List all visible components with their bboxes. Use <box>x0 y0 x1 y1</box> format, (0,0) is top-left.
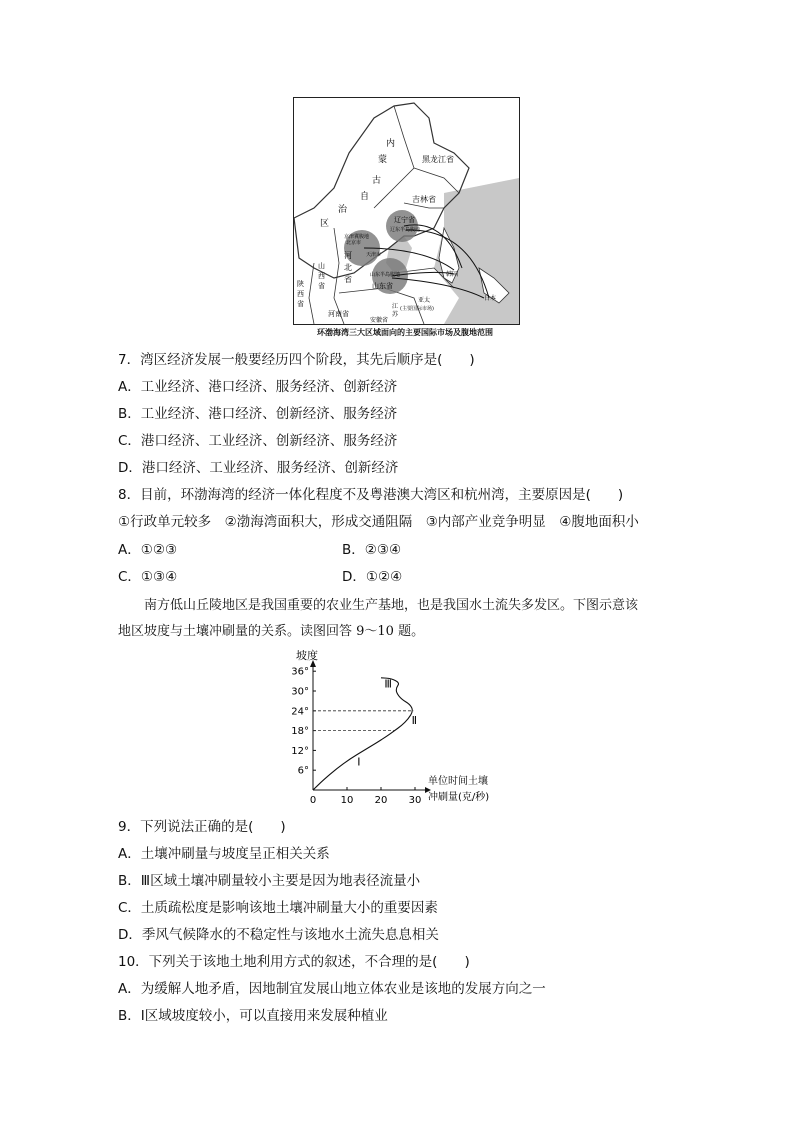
map-svg <box>294 98 519 324</box>
q7-stem: 7．湾区经济发展一般要经历四个阶段，其先后顺序是( ) <box>118 352 475 368</box>
q7-option-d[interactable]: D．港口经济、工业经济、服务经济、创新经济 <box>118 460 399 476</box>
region-label: Ⅱ <box>411 714 418 727</box>
x-tick-label: 10 <box>340 795 354 806</box>
map-label: 京津冀腹地 <box>344 234 370 240</box>
x-tick-label: 30 <box>408 795 422 806</box>
map-label: 陕 <box>297 280 304 288</box>
map-label: 自 <box>360 192 370 202</box>
q8-option-b[interactable]: B．②③④ <box>342 542 402 558</box>
chart-svg <box>282 645 522 810</box>
map-label: 江 <box>392 303 399 310</box>
map-label: 日本 <box>484 295 497 302</box>
map-label: 苏 <box>392 311 399 318</box>
map-label: 韩国 <box>446 271 459 278</box>
map-label: 省 <box>318 282 325 290</box>
map-label: 古 <box>372 176 382 186</box>
border-line <box>414 168 459 193</box>
map-label: 内 <box>386 139 396 149</box>
map-label: 黑龙江省 <box>422 155 454 164</box>
q8-option-d[interactable]: D．①②④ <box>342 569 403 585</box>
border-line <box>309 263 314 324</box>
q8-items: ①行政单元较多 ②渤海湾面积大，形成交通阻隔 ③内部产业竞争明显 ④腹地面积小 <box>118 514 639 530</box>
region-label: Ⅲ <box>384 677 392 691</box>
y-tick-label: 30° <box>291 686 309 698</box>
map-label: 省 <box>297 300 304 308</box>
q9-option-c[interactable]: C．土质疏松度是影响该地土壤冲刷量大小的重要因素 <box>118 900 438 916</box>
map-label: 治 <box>338 205 348 215</box>
y-tick-label: 18° <box>291 726 309 738</box>
map-label: 吉林省 <box>412 195 436 204</box>
q10-stem: 10．下列关于该地土地利用方式的叙述，不合理的是( ) <box>118 954 470 970</box>
passage-line-1: 南方低山丘陵地区是我国重要的农业生产基地，也是我国水土流失多发区。下图示意该 <box>144 598 639 613</box>
map-label: 省 <box>344 275 352 284</box>
q7-option-c[interactable]: C．港口经济、工业经济、创新经济、服务经济 <box>118 433 398 449</box>
q10-option-b[interactable]: B．Ⅰ区域坡度较小，可以直接用来发展种植业 <box>118 1008 388 1024</box>
map-label: 北 <box>344 263 352 272</box>
y-tick-label: 36° <box>291 666 309 678</box>
y-tick-label: 24° <box>291 706 309 718</box>
map-label: 辽东半岛腹地 <box>390 227 421 233</box>
map-label: 蒙 <box>378 155 388 165</box>
q8-stem: 8．目前，环渤海湾的经济一体化程度不及粤港澳大湾区和杭州湾，主要原因是( ) <box>118 487 624 503</box>
q7-option-b[interactable]: B．工业经济、港口经济、创新经济、服务经济 <box>118 406 398 422</box>
q9-option-b[interactable]: B．Ⅲ区域土壤冲刷量较小主要是因为地表径流量小 <box>118 873 421 889</box>
y-axis-label: 坡度 <box>296 649 318 662</box>
map-figure <box>293 97 520 325</box>
passage-line-2: 地区坡度与土壤冲刷量的关系。读图回答 9～10 题。 <box>118 624 425 639</box>
map-caption: 环渤海湾三大区域面向的主要国际市场及腹地范围 <box>317 328 493 337</box>
map-label: 山 <box>318 262 325 270</box>
q10-option-a[interactable]: A．为缓解人地矛盾，因地制宜发展山地立体农业是该地的发展方向之一 <box>118 981 546 997</box>
q8-option-c[interactable]: C．①③④ <box>118 569 178 585</box>
map-label: 河 <box>344 251 352 260</box>
map-label: 河南省 <box>328 310 349 318</box>
q7-option-a[interactable]: A．工业经济、港口经济、服务经济、创新经济 <box>118 379 398 395</box>
liaodong-hinterland-circle <box>386 210 421 242</box>
map-label: 安徽省 <box>370 317 389 324</box>
q9-stem: 9．下列说法正确的是( ) <box>118 819 286 835</box>
map-label: 区 <box>320 219 330 229</box>
map-label: 山东省 <box>372 282 393 290</box>
x-tick-label: 0 <box>309 795 317 806</box>
map-label: 亚太 <box>418 297 431 304</box>
map-label: 天津市 <box>366 252 382 258</box>
q9-option-a[interactable]: A．土壤冲刷量与坡度呈正相关关系 <box>118 846 330 862</box>
q8-option-a[interactable]: A．①②③ <box>118 542 178 558</box>
map-label: 山东半岛腹地 <box>370 272 401 278</box>
y-tick-label: 6° <box>297 765 309 777</box>
map-label: 辽宁省 <box>394 216 415 224</box>
map-label: 北京市 <box>346 240 362 246</box>
passage <box>118 596 678 642</box>
x-axis-label-line2: 冲刷量(克/秒) <box>428 792 490 803</box>
x-axis-label-line1: 单位时间土壤 <box>428 776 488 787</box>
q9-option-d[interactable]: D．季风气候降水的不稳定性与该地水土流失息息相关 <box>118 927 439 943</box>
x-tick-label: 20 <box>374 795 388 806</box>
map-label: 西 <box>318 272 325 280</box>
slope-erosion-chart <box>282 645 522 810</box>
map-label: 西 <box>297 290 304 298</box>
series-curve <box>313 678 412 790</box>
y-tick-label: 12° <box>291 745 309 757</box>
map-label: (主要国际市场) <box>400 306 434 312</box>
region-label: Ⅰ <box>357 755 361 769</box>
